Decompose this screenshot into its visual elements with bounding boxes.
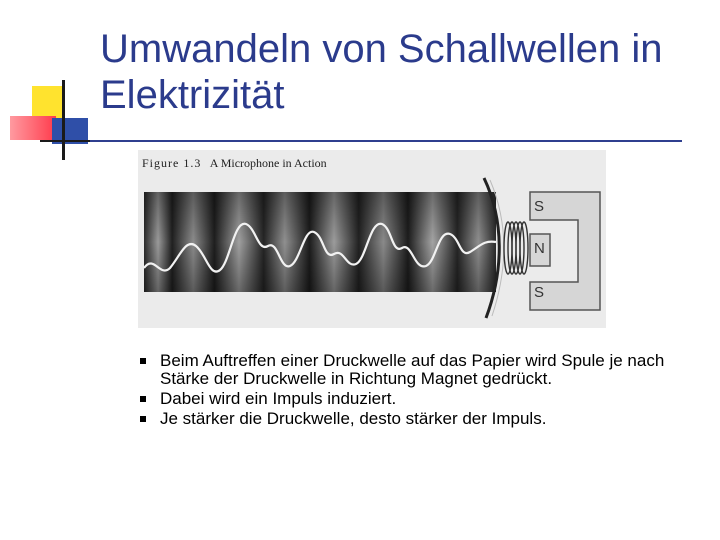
bullet-text: Je stärker die Druckwelle, desto stärker der Impuls. (160, 409, 547, 428)
bullet-item (140, 352, 680, 388)
figure-caption (142, 156, 327, 171)
red-bar (10, 116, 56, 140)
bullet-marker-icon (140, 358, 146, 364)
slide-title: Umwandeln von Schallwellen in Elektrizität (100, 27, 663, 117)
bullet-text: Dabei wird ein Impuls induziert. (160, 389, 397, 408)
figure-label: Figure 1.3 (142, 156, 202, 170)
bullet-marker-icon (140, 416, 146, 422)
microphone-figure (138, 150, 606, 328)
bullet-list (140, 352, 680, 430)
bullet-item (140, 390, 680, 408)
magnet-label-north: N (534, 240, 545, 257)
bullet-item (140, 410, 680, 428)
title-underline (90, 140, 682, 142)
bullet-marker-icon (140, 396, 146, 402)
magnet-label-south-bottom: S (534, 284, 545, 301)
bullet-text: Beim Auftreffen einer Druckwelle auf das Papier wird Spule je nach Stärke der Druckwelle in Richtung Magnet gedrückt. (160, 351, 665, 388)
yellow-square (32, 86, 64, 118)
magnet-label-south-top: S (534, 198, 545, 215)
figure-caption-text: A Microphone in Action (209, 156, 327, 170)
corner-decoration (0, 0, 110, 170)
vertical-line (62, 80, 65, 160)
figure-illustration (138, 150, 606, 328)
